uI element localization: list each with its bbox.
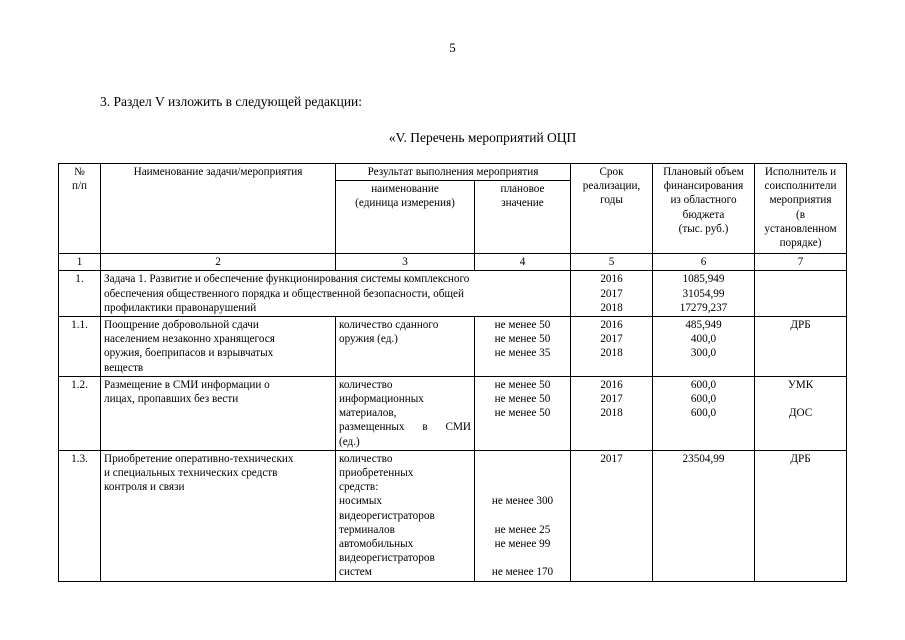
header-row xyxy=(59,164,847,181)
page-number: 5 xyxy=(449,40,456,55)
row-result-value: не менее 50 не менее 50 не менее 50 xyxy=(475,376,571,450)
row-name: Размещение в СМИ информации о лицах, пропавших без вести xyxy=(101,376,336,450)
task-finance: 1085,949 31054,99 17279,237 xyxy=(653,271,755,317)
intro-text: 3. Раздел V изложить в следующей редакции: xyxy=(100,94,363,109)
header-term: Срок реализации, годы xyxy=(571,164,653,254)
task-years: 2016 2017 2018 xyxy=(571,271,653,317)
row-result-name: количество сданного оружия (ед.) xyxy=(336,317,475,377)
column-number-row xyxy=(59,254,847,271)
header-name: Наименование задачи/мероприятия xyxy=(101,164,336,254)
row-result-value: не менее 50 не менее 50 не менее 35 xyxy=(475,317,571,377)
row-result-name: количество приобретенных средств: носимых видеорегистраторов терминалов автомобильных видеорегистраторов систем xyxy=(336,450,475,581)
col-number: 4 xyxy=(475,254,571,271)
col-number: 2 xyxy=(101,254,336,271)
row-num: 1.1. xyxy=(59,317,101,377)
measures-table xyxy=(58,163,847,582)
row-years: 2016 2017 2018 xyxy=(571,317,653,377)
header-result-value: плановое значение xyxy=(475,181,571,254)
row-years: 2017 xyxy=(571,450,653,581)
row-executor: УМК ДОС xyxy=(755,376,847,450)
col-number: 5 xyxy=(571,254,653,271)
header-finance: Плановый объем финансирования из областного бюджета (тыс. руб.) xyxy=(653,164,755,254)
col-number: 7 xyxy=(755,254,847,271)
col-number: 1 xyxy=(59,254,101,271)
task-num: 1. xyxy=(59,271,101,317)
section-title: «V. Перечень мероприятий ОЦП xyxy=(388,130,577,145)
row-num: 1.2. xyxy=(59,376,101,450)
col-number: 6 xyxy=(653,254,755,271)
row-result-value: не менее 300 не менее 25 не менее 99 не менее 170 xyxy=(475,450,571,581)
row-finance: 485,949 400,0 300,0 xyxy=(653,317,755,377)
row-num: 1.3. xyxy=(59,450,101,581)
row-finance: 23504,99 xyxy=(653,450,755,581)
row-name: Приобретение оперативно-технических и специальных технических средств контроля и связи xyxy=(101,450,336,581)
row-name: Поощрение добровольной сдачи населением незаконно хранящегося оружия, боеприпасов и взрывчатых веществ xyxy=(101,317,336,377)
row-finance: 600,0 600,0 600,0 xyxy=(653,376,755,450)
table-row xyxy=(59,317,847,377)
row-executor: ДРБ xyxy=(755,450,847,581)
header-result: Результат выполнения мероприятия xyxy=(336,164,571,181)
table-row xyxy=(59,450,847,581)
task-row xyxy=(59,271,847,317)
header-result-name: наименование (единица измерения) xyxy=(336,181,475,254)
row-years: 2016 2017 2018 xyxy=(571,376,653,450)
row-result-name: количество информационных материалов, размещенных в СМИ (ед.) xyxy=(336,376,475,450)
header-executor: Исполнитель и соисполнители мероприятия (в установленном порядке) xyxy=(755,164,847,254)
table-row xyxy=(59,376,847,450)
task-text: Задача 1. Развитие и обеспечение функционирования системы комплексного обеспечения общественного порядка и общественной безопасности, общей профилактики правонарушений xyxy=(101,271,571,317)
task-executor xyxy=(755,271,847,317)
header-num: № п/п xyxy=(59,164,101,254)
row-executor: ДРБ xyxy=(755,317,847,377)
col-number: 3 xyxy=(336,254,475,271)
